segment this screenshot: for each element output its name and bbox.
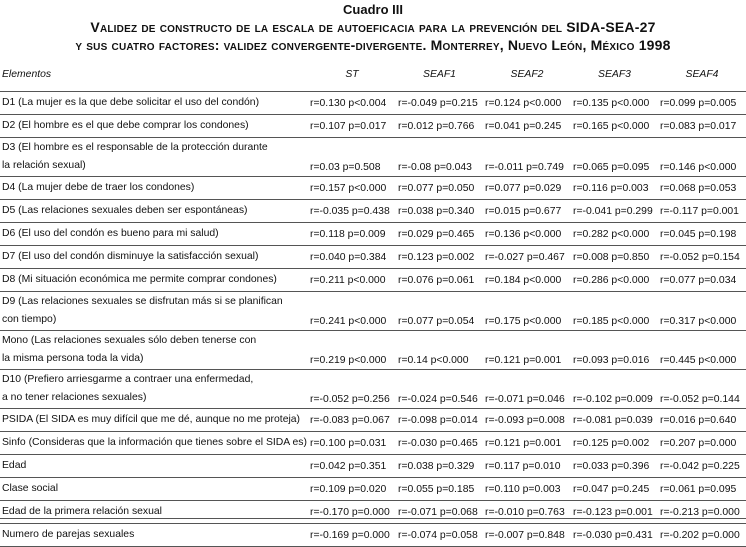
- cell-seaf3: r=0.047 p=0.245: [571, 478, 658, 501]
- cell-seaf1: r=0.029 p=0.465: [396, 223, 483, 246]
- row-label-line: D7 (El uso del condón disminuye la satisfacción sexual): [2, 251, 259, 262]
- cell-seaf4: r=0.068 p=0.053: [658, 177, 746, 200]
- cell-seaf2: r=-0.071 p=0.046: [483, 370, 571, 409]
- table-row: [0, 269, 746, 292]
- row-element-label: [0, 246, 308, 269]
- row-label-line: con tiempo): [2, 314, 57, 325]
- table-row: [0, 370, 746, 409]
- cell-seaf4: r=0.445 p<0.000: [658, 331, 746, 370]
- cell-seaf2: r=0.136 p<0.000: [483, 223, 571, 246]
- cell-st: r=0.100 p=0.031: [308, 432, 396, 455]
- cell-st: r=0.107 p=0.017: [308, 115, 396, 138]
- cell-st: r=0.157 p<0.000: [308, 177, 396, 200]
- cell-seaf4: r=-0.117 p=0.001: [658, 200, 746, 223]
- row-label-line: D10 (Prefiero arriesgarme a contraer una enfermedad,: [2, 374, 254, 385]
- row-label-line: D9 (Las relaciones sexuales se disfrutan más si se planifican: [2, 296, 283, 307]
- cell-seaf3: r=0.282 p<0.000: [571, 223, 658, 246]
- table-row: [0, 331, 746, 370]
- cell-seaf1: r=-0.074 p=0.058: [396, 524, 483, 547]
- cell-seaf1: r=0.055 p=0.185: [396, 478, 483, 501]
- cell-st: r=-0.052 p=0.256: [308, 370, 396, 409]
- column-header-st: ST: [345, 69, 359, 80]
- cell-seaf4: r=0.016 p=0.640: [658, 409, 746, 432]
- table-number: Cuadro III: [343, 2, 403, 17]
- cell-seaf3: r=0.116 p=0.003: [571, 177, 658, 200]
- cell-seaf1: r=0.038 p=0.340: [396, 200, 483, 223]
- column-header-elementos: Elementos: [2, 69, 52, 80]
- cell-seaf1: r=0.123 p=0.002: [396, 246, 483, 269]
- row-label-line: D2 (El hombre es el que debe comprar los condones): [2, 120, 249, 131]
- cell-seaf2: r=0.015 p=0.677: [483, 200, 571, 223]
- table-row: [0, 432, 746, 455]
- row-element-label: [0, 501, 308, 524]
- row-label-line: Numero de parejas sexuales: [2, 529, 135, 540]
- row-element-label: [0, 292, 308, 331]
- cell-seaf2: r=0.041 p=0.245: [483, 115, 571, 138]
- cell-seaf4: r=0.317 p<0.000: [658, 292, 746, 331]
- row-label-line: D6 (El uso del condón es bueno para mi salud): [2, 228, 219, 239]
- row-label-line: D4 (La mujer debe de traer los condones): [2, 182, 195, 193]
- cell-st: r=-0.035 p=0.438: [308, 200, 396, 223]
- cell-seaf2: r=0.184 p<0.000: [483, 269, 571, 292]
- cell-seaf2: r=-0.093 p=0.008: [483, 409, 571, 432]
- cell-seaf3: r=-0.081 p=0.039: [571, 409, 658, 432]
- cell-seaf3: r=0.125 p=0.002: [571, 432, 658, 455]
- row-label-line: Clase social: [2, 483, 59, 494]
- row-label-line: Mono (Las relaciones sexuales sólo deben tenerse con: [2, 335, 257, 346]
- cell-seaf3: r=-0.102 p=0.009: [571, 370, 658, 409]
- cell-seaf4: r=0.083 p=0.017: [658, 115, 746, 138]
- row-label-line: Edad: [2, 460, 27, 471]
- cell-seaf4: r=0.146 p<0.000: [658, 138, 746, 177]
- cell-seaf3: r=0.165 p<0.000: [571, 115, 658, 138]
- column-header-seaf1: SEAF1: [423, 69, 456, 80]
- table-row: [0, 524, 746, 547]
- cell-seaf3: r=0.033 p=0.396: [571, 455, 658, 478]
- table-row: [0, 138, 746, 177]
- cell-seaf4: r=-0.213 p=0.000: [658, 501, 746, 524]
- row-element-label: [0, 138, 308, 177]
- row-label-line: D5 (Las relaciones sexuales deben ser espontáneas): [2, 205, 248, 216]
- row-label-line: la relación sexual): [2, 160, 86, 171]
- table-row: [0, 92, 746, 115]
- row-element-label: [0, 177, 308, 200]
- cell-seaf2: r=0.110 p=0.003: [483, 478, 571, 501]
- cell-seaf4: r=0.045 p=0.198: [658, 223, 746, 246]
- cell-seaf1: r=-0.098 p=0.014: [396, 409, 483, 432]
- cell-seaf1: r=0.076 p=0.061: [396, 269, 483, 292]
- table-row: [0, 455, 746, 478]
- row-element-label: [0, 432, 308, 455]
- cell-seaf2: r=-0.010 p=0.763: [483, 501, 571, 524]
- row-element-label: [0, 478, 308, 501]
- cell-seaf4: r=-0.052 p=0.154: [658, 246, 746, 269]
- table-title-line-1: Validez de constructo de la escala de autoeficacia para la prevención del SIDA-SEA-27: [90, 19, 656, 35]
- cell-seaf4: r=0.061 p=0.095: [658, 478, 746, 501]
- cell-seaf3: r=-0.041 p=0.299: [571, 200, 658, 223]
- row-element-label: [0, 524, 308, 547]
- cell-st: r=0.241 p<0.000: [308, 292, 396, 331]
- cell-seaf3: r=0.185 p<0.000: [571, 292, 658, 331]
- row-label-line: PSIDA (El SIDA es muy difícil que me dé, aunque no me proteja): [2, 414, 301, 425]
- table-row: [0, 115, 746, 138]
- table-body: [0, 92, 746, 547]
- table-row: [0, 501, 746, 524]
- row-label-line: D8 (Mi situación económica me permite comprar condones): [2, 274, 277, 285]
- cell-seaf4: r=0.077 p=0.034: [658, 269, 746, 292]
- table-row: [0, 246, 746, 269]
- cell-seaf1: r=0.038 p=0.329: [396, 455, 483, 478]
- cell-seaf3: r=-0.123 p=0.001: [571, 501, 658, 524]
- cell-seaf4: r=-0.052 p=0.144: [658, 370, 746, 409]
- cell-st: r=0.109 p=0.020: [308, 478, 396, 501]
- cell-seaf4: r=0.099 p=0.005: [658, 92, 746, 115]
- cell-st: r=0.042 p=0.351: [308, 455, 396, 478]
- cell-seaf3: r=0.008 p=0.850: [571, 246, 658, 269]
- row-label-line: D1 (La mujer es la que debe solicitar el uso del condón): [2, 97, 260, 108]
- cell-st: r=0.130 p<0.004: [308, 92, 396, 115]
- cell-st: r=0.211 p<0.000: [308, 269, 396, 292]
- cell-seaf1: r=0.077 p=0.050: [396, 177, 483, 200]
- cell-seaf3: r=0.135 p<0.000: [571, 92, 658, 115]
- cell-seaf1: r=-0.030 p=0.465: [396, 432, 483, 455]
- row-label-line: Sinfo (Consideras que la información que tienes sobre el SIDA es): [2, 437, 307, 448]
- cell-seaf1: r=-0.024 p=0.546: [396, 370, 483, 409]
- row-element-label: [0, 269, 308, 292]
- row-element-label: [0, 223, 308, 246]
- cell-seaf2: r=0.175 p<0.000: [483, 292, 571, 331]
- column-header-seaf3: SEAF3: [598, 69, 631, 80]
- table-row: [0, 409, 746, 432]
- cell-seaf2: r=0.121 p=0.001: [483, 432, 571, 455]
- cell-st: r=-0.170 p=0.000: [308, 501, 396, 524]
- row-label-line: la misma persona toda la vida): [2, 353, 144, 364]
- cell-seaf4: r=-0.042 p=0.225: [658, 455, 746, 478]
- cell-seaf2: r=-0.007 p=0.848: [483, 524, 571, 547]
- cell-seaf1: r=-0.049 p=0.215: [396, 92, 483, 115]
- table-header-row: [0, 58, 746, 92]
- cell-seaf3: r=-0.030 p=0.431: [571, 524, 658, 547]
- cell-seaf3: r=0.286 p<0.000: [571, 269, 658, 292]
- table-bottom-rule: [0, 518, 746, 519]
- cell-seaf2: r=-0.011 p=0.749: [483, 138, 571, 177]
- cell-seaf3: r=0.093 p=0.016: [571, 331, 658, 370]
- row-element-label: [0, 331, 308, 370]
- cell-st: r=0.040 p=0.384: [308, 246, 396, 269]
- cell-seaf1: r=0.012 p=0.766: [396, 115, 483, 138]
- column-header-seaf4: SEAF4: [685, 69, 719, 80]
- cell-seaf2: r=-0.027 p=0.467: [483, 246, 571, 269]
- cell-seaf1: r=0.14 p<0.000: [396, 331, 483, 370]
- cell-seaf1: r=0.077 p=0.054: [396, 292, 483, 331]
- cell-seaf2: r=0.124 p<0.000: [483, 92, 571, 115]
- row-label-line: D3 (El hombre es el responsable de la protección durante: [2, 142, 268, 153]
- column-header-seaf2: SEAF2: [510, 69, 544, 80]
- cell-seaf4: r=0.207 p=0.000: [658, 432, 746, 455]
- cell-seaf2: r=0.121 p=0.001: [483, 331, 571, 370]
- cell-seaf2: r=0.117 p=0.010: [483, 455, 571, 478]
- row-element-label: [0, 92, 308, 115]
- cell-seaf4: r=-0.202 p=0.000: [658, 524, 746, 547]
- row-element-label: [0, 115, 308, 138]
- cell-seaf3: r=0.065 p=0.095: [571, 138, 658, 177]
- cell-seaf1: r=-0.071 p=0.068: [396, 501, 483, 524]
- row-element-label: [0, 200, 308, 223]
- cell-st: r=0.219 p<0.000: [308, 331, 396, 370]
- row-element-label: [0, 370, 308, 409]
- correlation-table: [0, 58, 746, 547]
- row-element-label: [0, 455, 308, 478]
- table-row: [0, 478, 746, 501]
- cell-st: r=-0.169 p=0.000: [308, 524, 396, 547]
- table-row: [0, 177, 746, 200]
- table-row: [0, 223, 746, 246]
- row-element-label: [0, 409, 308, 432]
- row-label-line: Edad de la primera relación sexual: [2, 506, 162, 517]
- table-title-line-2: y sus cuatro factores: validez convergente-divergente. Monterrey, Nuevo León, México 1998: [75, 37, 671, 53]
- table-row: [0, 292, 746, 331]
- cell-seaf1: r=-0.08 p=0.043: [396, 138, 483, 177]
- table-row: [0, 200, 746, 223]
- cell-st: r=0.03 p=0.508: [308, 138, 396, 177]
- cell-st: r=-0.083 p=0.067: [308, 409, 396, 432]
- row-label-line: a no tener relaciones sexuales): [2, 392, 147, 403]
- table-caption: [0, 0, 746, 54]
- cell-st: r=0.118 p=0.009: [308, 223, 396, 246]
- cell-seaf2: r=0.077 p=0.029: [483, 177, 571, 200]
